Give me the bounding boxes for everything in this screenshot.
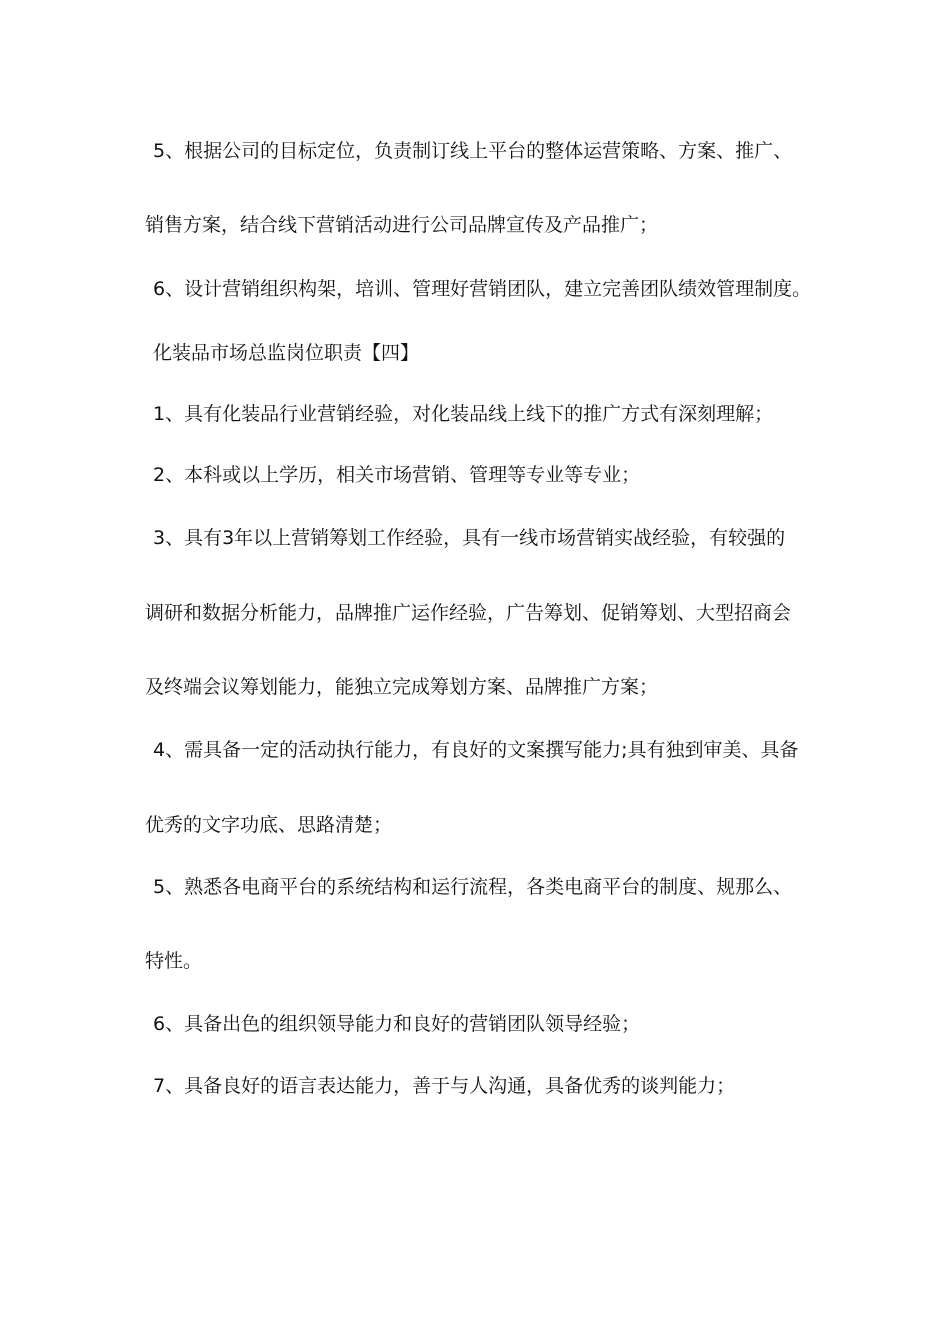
paragraph-line: 调研和数据分析能力，品牌推广运作经验，广告筹划、促销筹划、大型招商会 [145,602,792,624]
paragraph-line: 4、需具备一定的活动执行能力，有良好的文案撰写能力;具有独到审美、具备 [153,739,799,761]
paragraph-line: 销售方案，结合线下营销活动进行公司品牌宣传及产品推广； [145,214,659,236]
paragraph-line: 优秀的文字功底、思路清楚； [145,814,393,836]
paragraph-line: 6、具备出色的组织领导能力和良好的营销团队领导经验； [153,1013,641,1035]
paragraph-line: 及终端会议筹划能力，能独立完成筹划方案、品牌推广方案； [145,676,659,698]
paragraph-line: 7、具备良好的语言表达能力，善于与人沟通，具备优秀的谈判能力； [153,1075,736,1097]
paragraph-line: 1、具有化装品行业营销经验，对化装品线上线下的推广方式有深刻理解； [153,403,774,425]
paragraph-line: 3、具有3年以上营销筹划工作经验，具有一线市场营销实战经验，有较强的 [153,527,786,549]
paragraph-line: 5、根据公司的目标定位，负责制订线上平台的整体运营策略、方案、推广、 [153,140,793,162]
paragraph-line: 6、设计营销组织构架，培训、管理好营销团队，建立完善团队绩效管理制度。 [153,278,812,300]
paragraph-line: 2、本科或以上学历，相关市场营销、管理等专业等专业； [153,464,641,486]
paragraph-line: 5、熟悉各电商平台的系统结构和运行流程，各类电商平台的制度、规那么、 [153,876,793,898]
section-heading: 化装品市场总监岗位职责【四】 [153,342,420,364]
paragraph-line: 特性。 [145,950,203,972]
